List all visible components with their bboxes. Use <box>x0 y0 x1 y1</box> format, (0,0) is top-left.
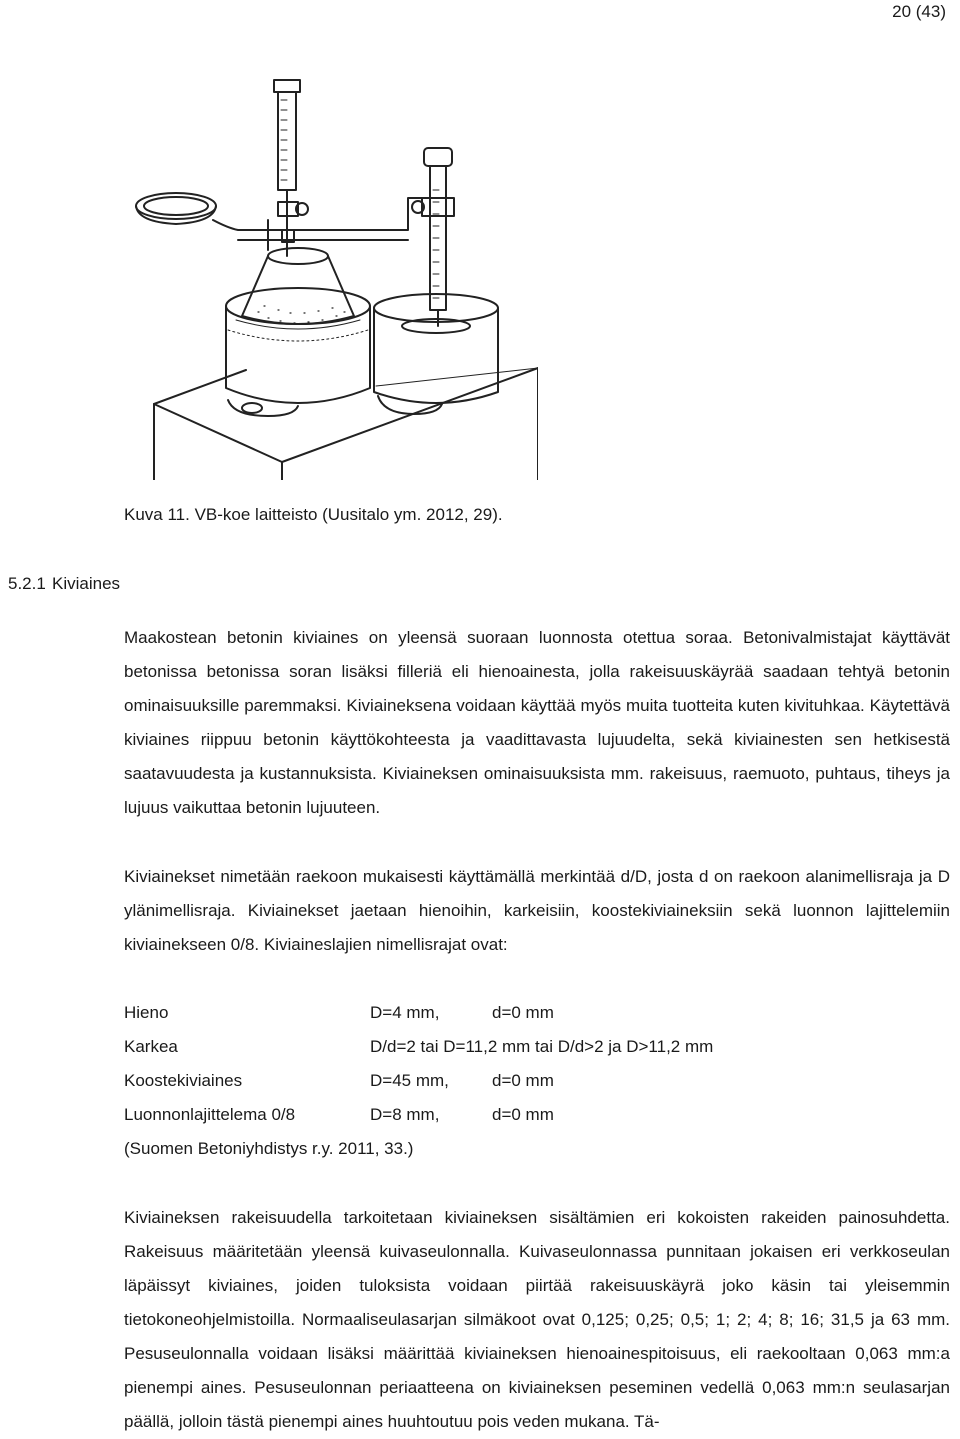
table-base <box>154 368 538 480</box>
section-number: 5.2.1 <box>8 574 46 593</box>
paragraph-3: Kiviaineksen rakeisuudella tarkoitetaan kiviaineksen sisältämien eri kokoisten rakeiden painosuhdetta. Rakeisuus määritetään yleensä kuivaseulonnalla. Kuivaseulonnassa punnitaan jokaisen eri verkkoseulan läpäissyt kiviaines, joiden tuloksista voidaan piirtää rakeisuuskäyrä joko käsin tai yleisemmin tietokoneohjelmistoilla. Normaaliseulasarjan silmäkoot ovat 0,125; 0,25; 0,5; 1; 2; 4; 8; 16; 31,5 ja 63 mm. Pesuseulonnalla voidaan lisäksi määrittää kiviaineksen hienoainespitoisuus, eli raekooltaan 0,063 mm:a pienempi aines. Pesuseulonnan periaatteena on kiviaineksen peseminen vedellä 0,063 mm:n seulasarjan päällä, jolloin tästä pienempi aines huuhtoutuu pois veden mukana. Tä- <box>124 1208 950 1431</box>
grade-name: Hieno <box>124 1003 169 1022</box>
section-title: Kiviaines <box>52 574 121 593</box>
grade-limit-upper: D=45 mm, <box>370 1071 449 1090</box>
grade-limit-upper: D/d=2 tai D=11,2 mm tai D/d>2 ja D>11,2 mm <box>370 1037 714 1056</box>
grade-limit-lower: d=0 mm <box>492 1003 554 1022</box>
grade-limit-upper: D=8 mm, <box>370 1105 440 1124</box>
source-citation: (Suomen Betoniyhdistys r.y. 2011, 33.) <box>124 1139 414 1158</box>
dish <box>136 193 216 224</box>
paragraph-1: Maakostean betonin kiviaines on yleensä suoraan luonnosta otettua soraa. Betonivalmistajat käyttävät betonissa betonissa soran lisäksi filleriä eli hienoainesta, jolla rakeisuuskäyrää saadaan tehtyä betonin ominaisuuksille paremmaksi. Kiviaineksena voidaan käyttää myös muita tuotteita kuten kivituhkaa. Käytettävä kiviaines riippuu betonin käyttökohteesta ja vaadittavasta lujuudelta, sekä kiviainesten sen hetkisestä saatavuudesta ja kustannuksista. Kiviaineksen ominaisuuksista mm. rakeisuus, raemuoto, puhtaus, tiheys ja lujuus vaikuttaa betonin lujuuteen. <box>124 628 950 817</box>
vibrating-bucket <box>374 294 498 414</box>
vb-apparatus-illustration <box>118 70 538 480</box>
grade-limit-upper: D=4 mm, <box>370 1003 440 1022</box>
figure-caption: Kuva 11. VB-koe laitteisto (Uusitalo ym. 2012, 29). <box>124 505 503 524</box>
paragraph-2: Kiviainekset nimetään raekoon mukaisesti käyttämällä merkintää d/D, josta d on raekoon alanimellisraja ja D ylänimellisraja. Kiviainekset jaetaan hienoihin, karkeisiin, koostekiviaineksiin sekä luonnon lajittelemiin kiviainekseen 0/8. Kiviaineslajien nimellisrajat ovat: <box>124 867 950 954</box>
swing-arm <box>213 198 428 250</box>
grade-name: Luonnonlajittelema 0/8 <box>124 1105 296 1124</box>
glass-cylinder <box>226 248 370 416</box>
grade-name: Koostekiviaines <box>124 1071 243 1090</box>
section-heading <box>8 574 120 594</box>
page-number: 20 (43) <box>892 2 946 21</box>
grade-limit-lower: d=0 mm <box>492 1071 554 1090</box>
grade-limit-lower: d=0 mm <box>492 1105 554 1124</box>
right-rod <box>412 148 454 326</box>
grade-name: Karkea <box>124 1037 178 1056</box>
